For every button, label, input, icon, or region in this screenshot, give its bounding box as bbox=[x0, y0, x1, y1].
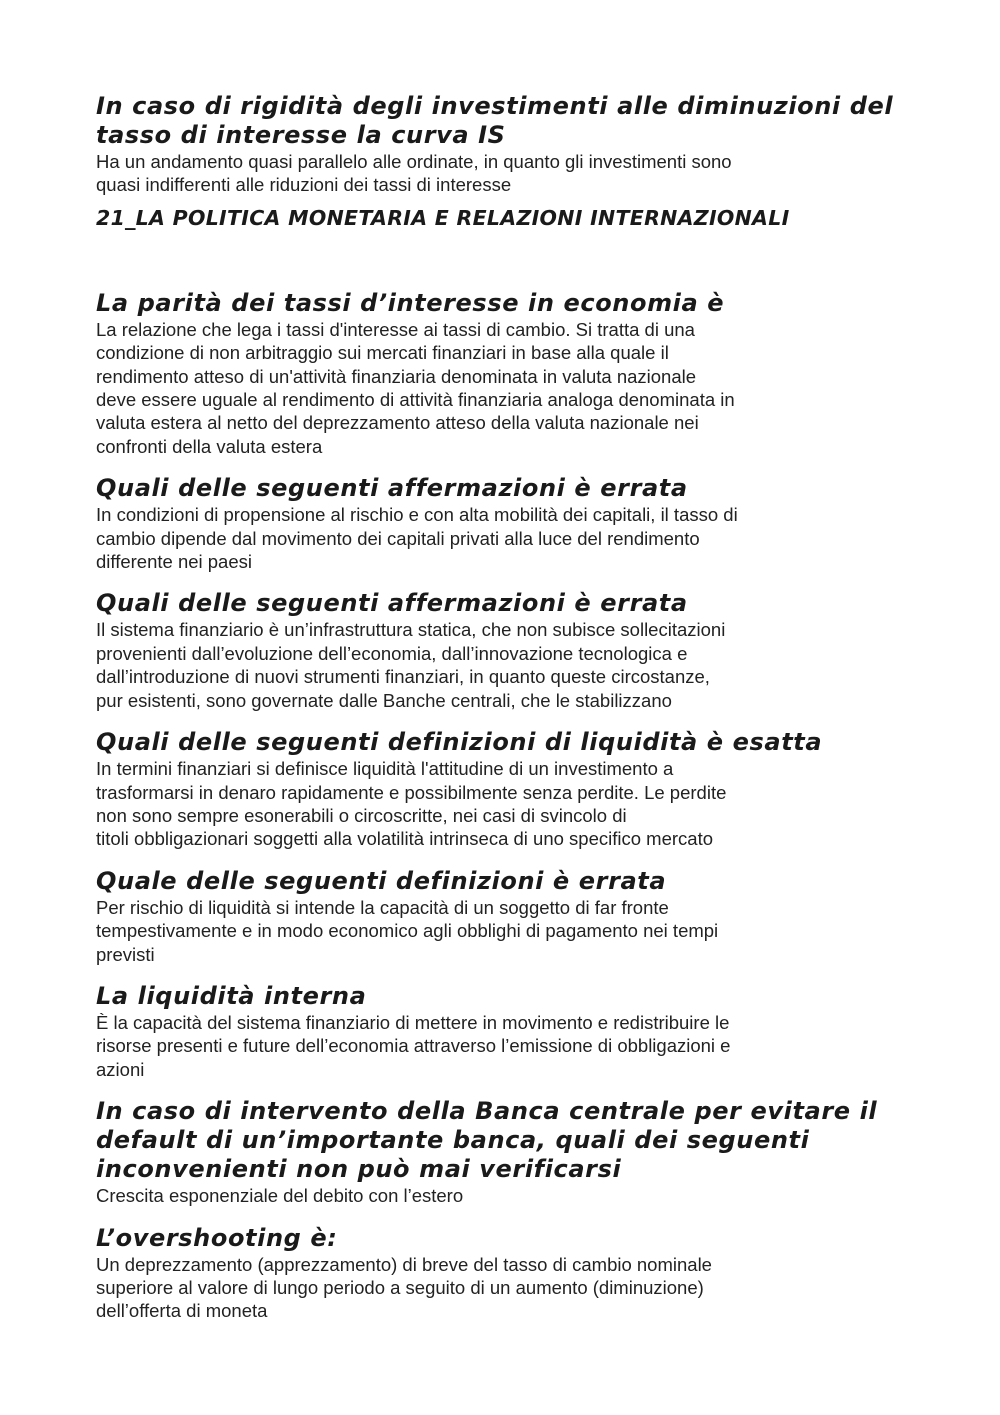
qa-block-4 bbox=[96, 589, 906, 712]
question-heading: La liquidità interna bbox=[96, 981, 367, 1010]
answer-text: Ha un andamento quasi parallelo alle ordinate, in quanto gli investimenti sono quasi indifferenti alle riduzioni dei tassi di interesse bbox=[96, 151, 732, 196]
qa-block-3 bbox=[96, 474, 906, 573]
question-heading: In caso di rigidità degli investimenti alle diminuzioni del tasso di interesse la curva IS bbox=[96, 92, 894, 149]
answer-text: È la capacità del sistema finanziario di mettere in movimento e redistribuire le risorse presenti e future dell’economia attraverso l’emissione di obbligazioni e azioni bbox=[96, 1011, 731, 1080]
question-heading: Quali delle seguenti affermazioni è errata bbox=[96, 589, 688, 618]
answer-text: In condizioni di propensione al rischio e con alta mobilità dei capitali, il tasso di cambio dipende dal movimento dei capitali privati alla luce del rendimento differente nei paesi bbox=[96, 504, 738, 573]
qa-block-2 bbox=[96, 289, 906, 458]
answer-text: Il sistema finanziario è un’infrastruttura statica, che non subisce sollecitazioni provenienti dall’evoluzione dell’economia, dall’innovazione tecnologica e dall’introduzione di nuovi strumenti finanziari, in quanto queste circostanze, pur esistenti, sono governate dalle Banche centrali, che le stabilizzano bbox=[96, 619, 726, 711]
question-heading: Quale delle seguenti definizioni è errata bbox=[96, 866, 667, 895]
question-heading: In caso di intervento della Banca centrale per evitare il default di un’importante banca, quali dei seguenti inconvenienti non può mai verificarsi bbox=[96, 1097, 878, 1184]
question-heading: La parità dei tassi d’interesse in economia è bbox=[96, 288, 725, 317]
qa-block-5 bbox=[96, 728, 906, 851]
question-heading: Quali delle seguenti definizioni di liquidità è esatta bbox=[96, 728, 823, 757]
question-heading: L’overshooting è: bbox=[96, 1223, 338, 1252]
answer-text: La relazione che lega i tassi d'interesse ai tassi di cambio. Si tratta di una condizione di non arbitraggio sui mercati finanziari in base alla quale il rendimento atteso di un'attività finanziaria denominata in valuta nazionale deve essere uguale al rendimento di attività finanziaria analoga denominata in valuta estera al netto del deprezzamento atteso della valuta nazionale nei confronti della valuta estera bbox=[96, 318, 735, 457]
answer-text: Crescita esponenziale del debito con l’estero bbox=[96, 1185, 464, 1207]
qa-block-9 bbox=[96, 1224, 906, 1323]
answer-text: Un deprezzamento (apprezzamento) di breve del tasso di cambio nominale superiore al valore di lungo periodo a seguito di un aumento (diminuzione) dell’offerta di moneta bbox=[96, 1253, 712, 1322]
question-heading: Quali delle seguenti affermazioni è errata bbox=[96, 474, 688, 503]
qa-block-6 bbox=[96, 867, 906, 966]
answer-text: Per rischio di liquidità si intende la capacità di un soggetto di far fronte tempestivamente e in modo economico agli obblighi di pagamento nei tempi previsti bbox=[96, 896, 719, 965]
answer-text: In termini finanziari si definisce liquidità l'attitudine di un investimento a trasformarsi in denaro rapidamente e possibilmente senza perdite. Le perdite non sono sempre esonerabili o circoscritte, nei casi di svincolo di titoli obbligazionari soggetti alla volatilità intrinseca di uno specifico mercato bbox=[96, 758, 727, 850]
qa-block-1 bbox=[96, 92, 906, 197]
document-page bbox=[96, 92, 906, 1323]
qa-block-7 bbox=[96, 982, 906, 1081]
section-title: 21_LA POLITICA MONETARIA E RELAZIONI INTERNAZIONALI bbox=[96, 205, 790, 230]
qa-block-8 bbox=[96, 1097, 906, 1207]
